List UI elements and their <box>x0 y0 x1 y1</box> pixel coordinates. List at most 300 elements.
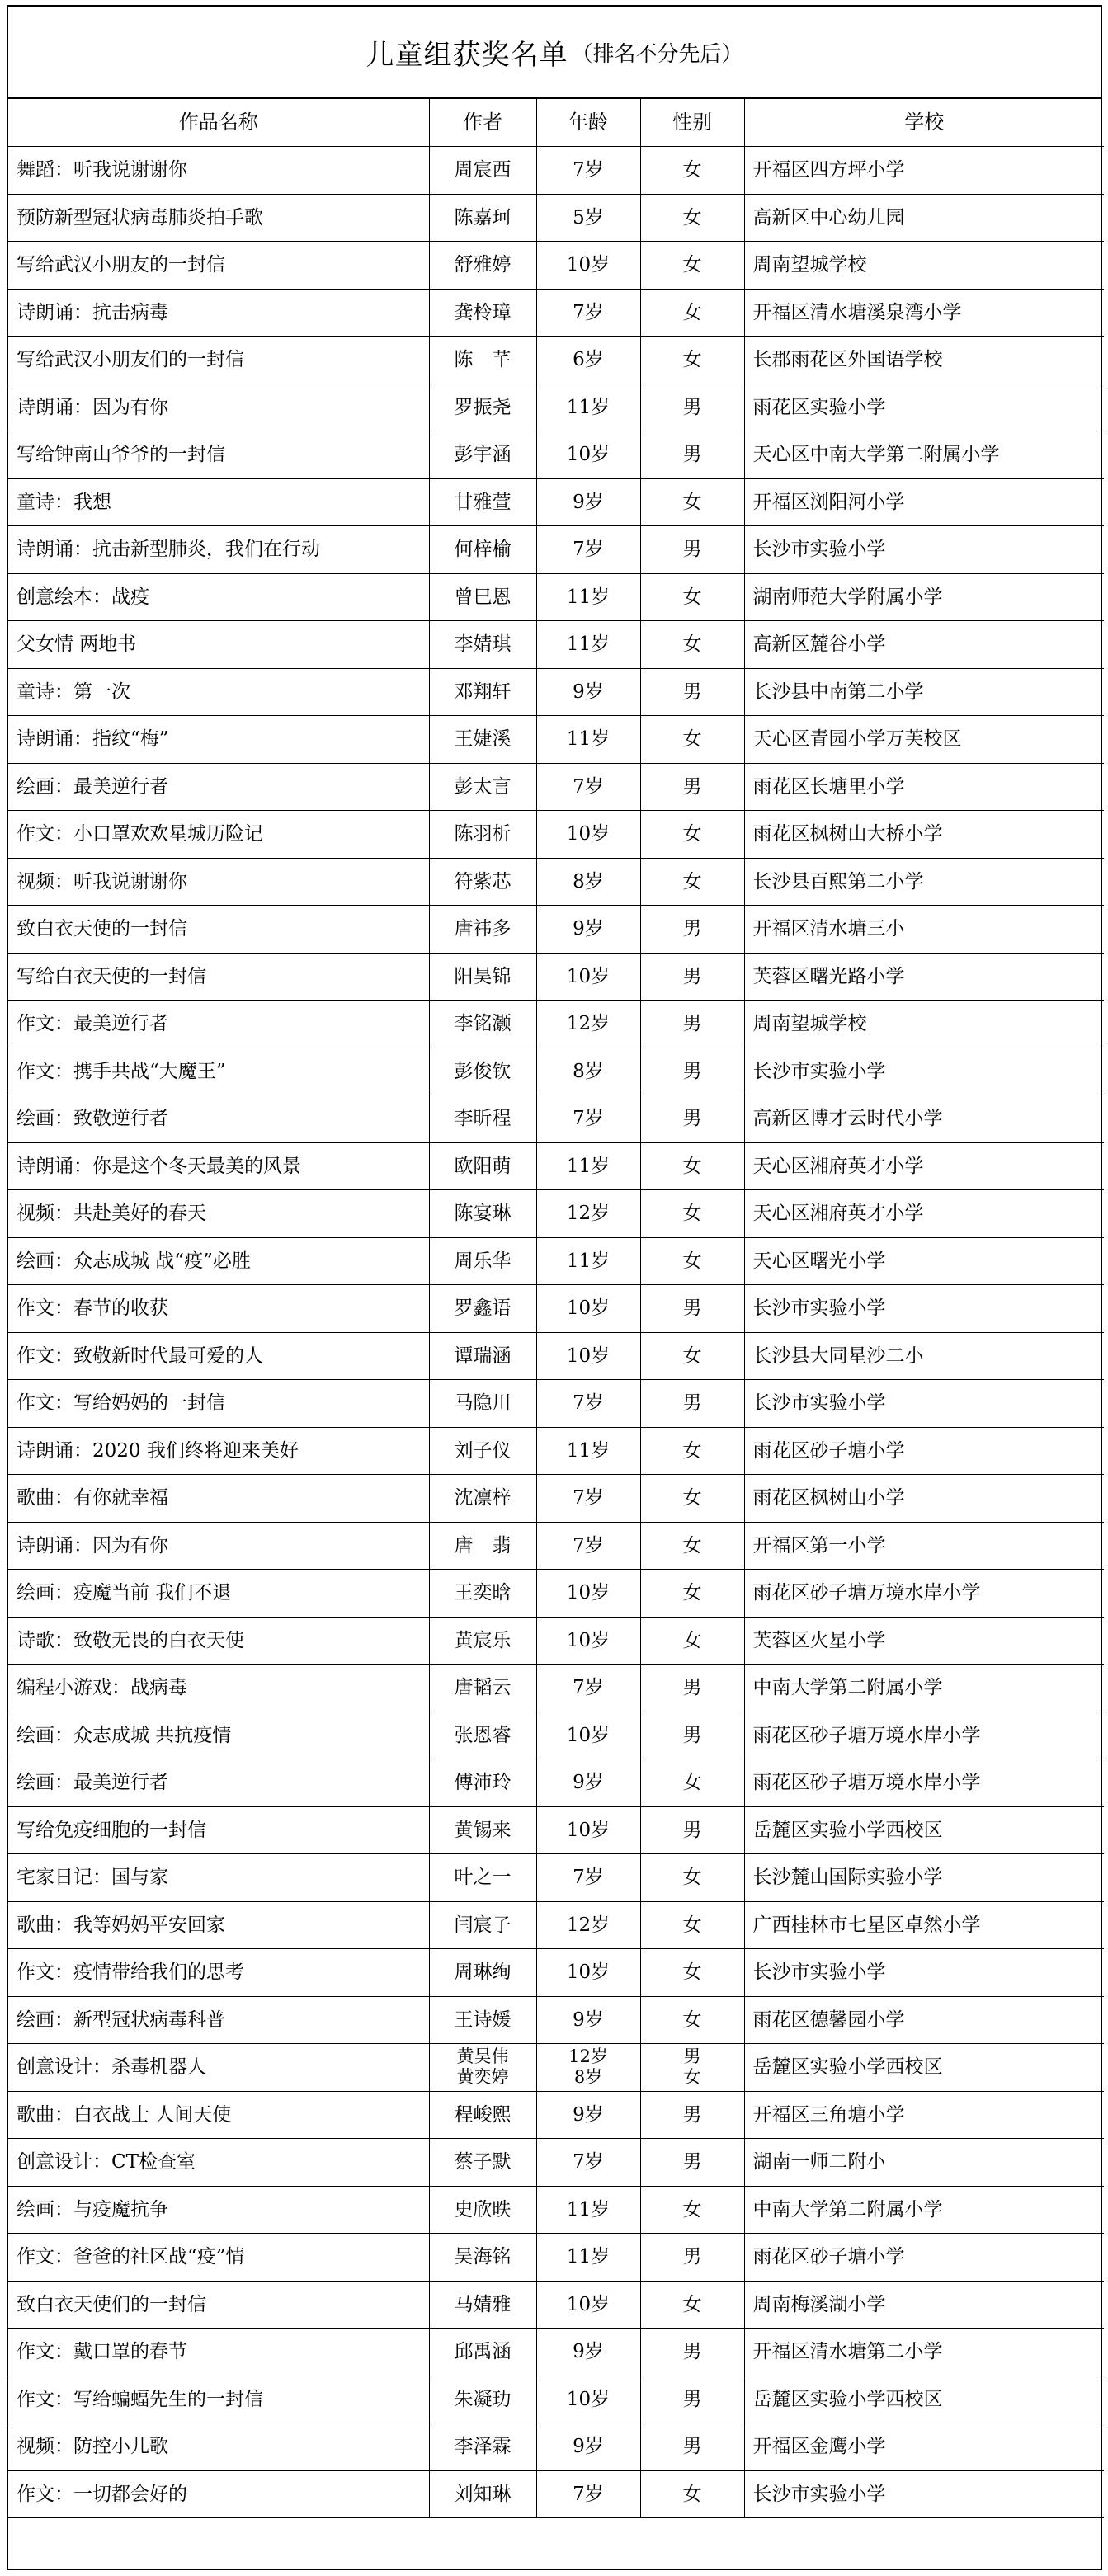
table-row <box>8 242 1104 290</box>
cell-gender: 男 <box>640 1712 744 1759</box>
cell-school: 高新区博才云时代小学 <box>744 1095 1104 1143</box>
cell-gender: 女 <box>640 1475 744 1523</box>
cell-author: 黄锡来 <box>429 1806 536 1854</box>
cell-author: 李婧琪 <box>429 621 536 669</box>
cell-age: 6岁 <box>536 337 640 384</box>
cell-work-name: 诗朗诵：2020 我们终将迎来美好 <box>8 1427 429 1475</box>
cell-work-name: 歌曲：白衣战士 人间天使 <box>8 2091 429 2139</box>
cell-author: 闫宸子 <box>429 1901 536 1949</box>
cell-school: 长沙县大同星沙二小 <box>744 1332 1104 1380</box>
cell-work-name: 作文：疫情带给我们的思考 <box>8 1949 429 1997</box>
cell-age: 8岁 <box>536 1048 640 1095</box>
table-row <box>8 1712 1104 1759</box>
cell-work-name: 诗朗诵：因为有你 <box>8 1522 429 1570</box>
cell-age: 10岁 <box>536 1806 640 1854</box>
cell-school: 长沙市实验小学 <box>744 526 1104 574</box>
title-note: （排名不分先后） <box>571 41 743 67</box>
cell-school: 雨花区德馨园小学 <box>744 1996 1104 2044</box>
cell-school: 岳麓区实验小学西校区 <box>744 2044 1104 2092</box>
cell-work-name: 作文：一切都会好的 <box>8 2470 429 2518</box>
cell-author: 傅沛玲 <box>429 1759 536 1807</box>
cell-author: 蔡子默 <box>429 2139 536 2187</box>
cell-author-line: 黄奕婷 <box>456 2067 509 2088</box>
cell-school: 周南望城学校 <box>744 242 1104 290</box>
cell-age: 10岁 <box>536 2376 640 2423</box>
cell-gender: 男 <box>640 2329 744 2376</box>
cell-author-line: 黄昊伟 <box>456 2046 509 2067</box>
cell-author: 王奕晗 <box>429 1570 536 1618</box>
table-row <box>8 1996 1104 2044</box>
cell-author: 何梓榆 <box>429 526 536 574</box>
header-author: 作者 <box>429 99 536 147</box>
cell-work-name: 绘画：疫魔当前 我们不退 <box>8 1570 429 1618</box>
cell-school: 雨花区砂子塘万境水岸小学 <box>744 1570 1104 1618</box>
cell-gender: 男 <box>640 1380 744 1428</box>
table-row <box>8 1759 1104 1807</box>
cell-work-name: 作文：戴口罩的春节 <box>8 2329 429 2376</box>
cell-work-name: 宅家日记：国与家 <box>8 1854 429 1902</box>
table-row <box>8 1901 1104 1949</box>
cell-gender: 女 <box>640 811 744 859</box>
cell-age: 7岁 <box>536 1475 640 1523</box>
cell-school: 长沙麓山国际实验小学 <box>744 1854 1104 1902</box>
cell-age: 11岁 <box>536 621 640 669</box>
cell-author: 李泽霖 <box>429 2423 536 2471</box>
table-row <box>8 1048 1104 1095</box>
cell-work-name: 父女情 两地书 <box>8 621 429 669</box>
cell-author: 王婕溪 <box>429 716 536 764</box>
cell-gender: 女 <box>640 194 744 242</box>
cell-school: 天心区曙光小学 <box>744 1237 1104 1285</box>
cell-age: 10岁 <box>536 1617 640 1665</box>
cell-age: 9岁 <box>536 668 640 716</box>
cell-gender: 女 <box>640 2186 744 2234</box>
table-row <box>8 478 1104 526</box>
cell-school: 周南梅溪湖小学 <box>744 2281 1104 2329</box>
cell-gender: 男 <box>640 2423 744 2471</box>
cell-author: 王诗媛 <box>429 1996 536 2044</box>
cell-school: 天心区青园小学万芙校区 <box>744 716 1104 764</box>
table-row <box>8 1001 1104 1048</box>
cell-school: 湖南师范大学附属小学 <box>744 573 1104 621</box>
cell-gender: 女 <box>640 1996 744 2044</box>
cell-author: 周琳绚 <box>429 1949 536 1997</box>
cell-school: 中南大学第二附属小学 <box>744 1665 1104 1712</box>
cell-school: 雨花区枫树山大桥小学 <box>744 811 1104 859</box>
cell-gender: 男 <box>640 1665 744 1712</box>
cell-age <box>536 2044 640 2092</box>
table-row <box>8 2139 1104 2187</box>
cell-gender: 女 <box>640 1759 744 1807</box>
cell-gender: 女 <box>640 289 744 337</box>
cell-school: 长沙市实验小学 <box>744 1285 1104 1333</box>
table-row <box>8 1570 1104 1618</box>
cell-work-name: 写给免疫细胞的一封信 <box>8 1806 429 1854</box>
cell-gender: 女 <box>640 716 744 764</box>
cell-school: 长沙市实验小学 <box>744 1380 1104 1428</box>
cell-author: 符紫芯 <box>429 858 536 906</box>
cell-author: 甘雅萱 <box>429 478 536 526</box>
table-row <box>8 2470 1104 2518</box>
cell-gender: 男 <box>640 526 744 574</box>
cell-gender: 男 <box>640 953 744 1001</box>
cell-author: 马婧雅 <box>429 2281 536 2329</box>
cell-work-name: 作文：写给妈妈的一封信 <box>8 1380 429 1428</box>
cell-gender: 男 <box>640 384 744 431</box>
cell-author: 舒雅婷 <box>429 242 536 290</box>
cell-age: 7岁 <box>536 1522 640 1570</box>
cell-work-name: 绘画：致敬逆行者 <box>8 1095 429 1143</box>
cell-school: 雨花区砂子塘小学 <box>744 1427 1104 1475</box>
cell-gender: 女 <box>640 1190 744 1238</box>
cell-gender: 女 <box>640 1617 744 1665</box>
cell-work-name: 作文：致敬新时代最可爱的人 <box>8 1332 429 1380</box>
cell-age: 7岁 <box>536 1665 640 1712</box>
cell-age: 9岁 <box>536 478 640 526</box>
cell-work-name: 编程小游戏：战病毒 <box>8 1665 429 1712</box>
cell-author: 罗振尧 <box>429 384 536 431</box>
cell-school: 高新区中心幼儿园 <box>744 194 1104 242</box>
cell-work-name: 创意设计：CT检查室 <box>8 2139 429 2187</box>
cell-age: 7岁 <box>536 1095 640 1143</box>
cell-age-line: 8岁 <box>573 2067 603 2088</box>
table-row <box>8 1665 1104 1712</box>
header-work-name: 作品名称 <box>8 99 429 147</box>
cell-author: 马隐川 <box>429 1380 536 1428</box>
cell-author: 谭瑞涵 <box>429 1332 536 1380</box>
header-school: 学校 <box>744 99 1104 147</box>
cell-gender: 女 <box>640 1332 744 1380</box>
cell-gender: 女 <box>640 1901 744 1949</box>
cell-work-name: 诗朗诵：指纹“梅” <box>8 716 429 764</box>
table-body <box>8 147 1104 2518</box>
cell-work-name: 写给钟南山爷爷的一封信 <box>8 431 429 479</box>
cell-work-name: 作文：写给蝙蝠先生的一封信 <box>8 2376 429 2423</box>
cell-age: 10岁 <box>536 953 640 1001</box>
cell-author: 刘子仪 <box>429 1427 536 1475</box>
cell-school: 高新区麓谷小学 <box>744 621 1104 669</box>
cell-work-name: 童诗：我想 <box>8 478 429 526</box>
cell-age: 11岁 <box>536 1427 640 1475</box>
cell-school: 广西桂林市七星区卓然小学 <box>744 1901 1104 1949</box>
cell-age: 11岁 <box>536 2186 640 2234</box>
cell-school: 长沙市实验小学 <box>744 2470 1104 2518</box>
cell-gender: 女 <box>640 573 744 621</box>
cell-author: 吴海铭 <box>429 2234 536 2282</box>
cell-author: 张恩睿 <box>429 1712 536 1759</box>
cell-age: 10岁 <box>536 1712 640 1759</box>
cell-author: 彭太言 <box>429 763 536 811</box>
table-row <box>8 2423 1104 2471</box>
cell-author: 唐祎多 <box>429 906 536 954</box>
cell-age: 9岁 <box>536 906 640 954</box>
cell-school: 开福区三角塘小学 <box>744 2091 1104 2139</box>
cell-age-line: 12岁 <box>568 2046 608 2067</box>
table-row <box>8 763 1104 811</box>
cell-gender: 男 <box>640 1048 744 1095</box>
cell-gender: 女 <box>640 1522 744 1570</box>
cell-school: 雨花区砂子塘小学 <box>744 2234 1104 2282</box>
cell-author: 程峻熙 <box>429 2091 536 2139</box>
cell-gender: 男 <box>640 1001 744 1048</box>
cell-author: 朱凝玏 <box>429 2376 536 2423</box>
cell-age: 7岁 <box>536 147 640 195</box>
cell-age: 12岁 <box>536 1901 640 1949</box>
table-row <box>8 337 1104 384</box>
cell-work-name: 写给武汉小朋友们的一封信 <box>8 337 429 384</box>
cell-gender: 男 <box>640 1285 744 1333</box>
table-row <box>8 2091 1104 2139</box>
cell-gender: 女 <box>640 2281 744 2329</box>
cell-gender: 男 <box>640 2091 744 2139</box>
table-row <box>8 2044 1104 2092</box>
cell-author: 刘知琳 <box>429 2470 536 2518</box>
cell-school: 开福区清水塘三小 <box>744 906 1104 954</box>
cell-age: 9岁 <box>536 2091 640 2139</box>
table-row <box>8 1237 1104 1285</box>
cell-author: 李昕程 <box>429 1095 536 1143</box>
cell-age: 10岁 <box>536 1332 640 1380</box>
header-row <box>8 99 1104 147</box>
table-row <box>8 2329 1104 2376</box>
table-row <box>8 1949 1104 1997</box>
cell-author: 周乐华 <box>429 1237 536 1285</box>
cell-author: 阳昊锦 <box>429 953 536 1001</box>
cell-age: 9岁 <box>536 2423 640 2471</box>
table-row <box>8 526 1104 574</box>
cell-author: 唐 翡 <box>429 1522 536 1570</box>
cell-work-name: 致白衣天使们的一封信 <box>8 2281 429 2329</box>
cell-work-name: 作文：小口罩欢欢星城历险记 <box>8 811 429 859</box>
cell-author: 周宸西 <box>429 147 536 195</box>
cell-author: 唐韬云 <box>429 1665 536 1712</box>
header-gender: 性别 <box>640 99 744 147</box>
cell-age: 10岁 <box>536 242 640 290</box>
cell-work-name: 歌曲：我等妈妈平安回家 <box>8 1901 429 1949</box>
cell-author: 彭宇涵 <box>429 431 536 479</box>
cell-school: 芙蓉区火星小学 <box>744 1617 1104 1665</box>
cell-age: 11岁 <box>536 573 640 621</box>
cell-school: 雨花区砂子塘万境水岸小学 <box>744 1712 1104 1759</box>
cell-work-name: 诗朗诵：你是这个冬天最美的风景 <box>8 1142 429 1190</box>
cell-work-name: 创意设计：杀毒机器人 <box>8 2044 429 2092</box>
cell-work-name: 创意绘本：战疫 <box>8 573 429 621</box>
cell-school: 雨花区实验小学 <box>744 384 1104 431</box>
cell-age: 10岁 <box>536 811 640 859</box>
table-row <box>8 716 1104 764</box>
cell-author: 陈宴琳 <box>429 1190 536 1238</box>
cell-school: 长沙县中南第二小学 <box>744 668 1104 716</box>
cell-age: 10岁 <box>536 1285 640 1333</box>
cell-work-name: 视频：共赴美好的春天 <box>8 1190 429 1238</box>
cell-age: 9岁 <box>536 1759 640 1807</box>
cell-age: 5岁 <box>536 194 640 242</box>
cell-gender: 男 <box>640 668 744 716</box>
table-row <box>8 2186 1104 2234</box>
cell-work-name: 诗朗诵：因为有你 <box>8 384 429 431</box>
cell-school: 雨花区长塘里小学 <box>744 763 1104 811</box>
table-row <box>8 1095 1104 1143</box>
cell-work-name: 绘画：众志成城 战“疫”必胜 <box>8 1237 429 1285</box>
cell-author: 邱禹涵 <box>429 2329 536 2376</box>
header-age: 年龄 <box>536 99 640 147</box>
cell-age: 11岁 <box>536 2234 640 2282</box>
table-row <box>8 1806 1104 1854</box>
cell-gender: 女 <box>640 337 744 384</box>
cell-gender-line: 男 <box>683 2046 701 2067</box>
cell-school: 开福区第一小学 <box>744 1522 1104 1570</box>
cell-author: 邓翔轩 <box>429 668 536 716</box>
cell-school: 雨花区枫树山小学 <box>744 1475 1104 1523</box>
table-row <box>8 1522 1104 1570</box>
cell-age: 9岁 <box>536 2329 640 2376</box>
cell-age: 7岁 <box>536 1854 640 1902</box>
cell-gender: 男 <box>640 431 744 479</box>
cell-age: 12岁 <box>536 1001 640 1048</box>
table-row <box>8 573 1104 621</box>
cell-author: 李铭灏 <box>429 1001 536 1048</box>
cell-work-name: 致白衣天使的一封信 <box>8 906 429 954</box>
cell-school: 中南大学第二附属小学 <box>744 2186 1104 2234</box>
cell-work-name: 作文：携手共战“大魔王” <box>8 1048 429 1095</box>
cell-gender: 男 <box>640 2234 744 2282</box>
cell-author: 欧阳萌 <box>429 1142 536 1190</box>
table-row <box>8 289 1104 337</box>
cell-author: 陈 芊 <box>429 337 536 384</box>
cell-age: 8岁 <box>536 858 640 906</box>
cell-work-name: 视频：防控小儿歌 <box>8 2423 429 2471</box>
cell-author: 叶之一 <box>429 1854 536 1902</box>
cell-school: 开福区清水塘第二小学 <box>744 2329 1104 2376</box>
cell-author: 陈嘉珂 <box>429 194 536 242</box>
cell-age: 12岁 <box>536 1190 640 1238</box>
page-title: 儿童组获奖名单 <box>365 38 568 72</box>
cell-age: 7岁 <box>536 763 640 811</box>
cell-gender: 男 <box>640 1095 744 1143</box>
cell-school: 长沙县百熙第二小学 <box>744 858 1104 906</box>
cell-school: 开福区金鹰小学 <box>744 2423 1104 2471</box>
cell-gender: 男 <box>640 2376 744 2423</box>
cell-work-name: 绘画：众志成城 共抗疫情 <box>8 1712 429 1759</box>
cell-school: 岳麓区实验小学西校区 <box>744 2376 1104 2423</box>
cell-work-name: 绘画：最美逆行者 <box>8 763 429 811</box>
cell-age: 10岁 <box>536 2281 640 2329</box>
table-row <box>8 906 1104 954</box>
cell-work-name: 写给白衣天使的一封信 <box>8 953 429 1001</box>
table-row <box>8 1332 1104 1380</box>
cell-age: 10岁 <box>536 1949 640 1997</box>
table-row <box>8 1142 1104 1190</box>
cell-work-name: 写给武汉小朋友的一封信 <box>8 242 429 290</box>
cell-work-name: 视频：听我说谢谢你 <box>8 858 429 906</box>
cell-age: 11岁 <box>536 716 640 764</box>
cell-age: 7岁 <box>536 2470 640 2518</box>
cell-school: 岳麓区实验小学西校区 <box>744 1806 1104 1854</box>
cell-work-name: 童诗：第一次 <box>8 668 429 716</box>
table-row <box>8 1854 1104 1902</box>
cell-author: 龚柃璋 <box>429 289 536 337</box>
cell-gender: 女 <box>640 1237 744 1285</box>
cell-gender: 女 <box>640 478 744 526</box>
cell-age: 7岁 <box>536 2139 640 2187</box>
cell-school: 开福区四方坪小学 <box>744 147 1104 195</box>
cell-gender: 男 <box>640 906 744 954</box>
cell-age: 10岁 <box>536 1570 640 1618</box>
table-row <box>8 1617 1104 1665</box>
cell-work-name: 绘画：新型冠状病毒科普 <box>8 1996 429 2044</box>
cell-author <box>429 2044 536 2092</box>
cell-age: 7岁 <box>536 1380 640 1428</box>
cell-school: 天心区中南大学第二附属小学 <box>744 431 1104 479</box>
table-row <box>8 1380 1104 1428</box>
table-row <box>8 147 1104 195</box>
cell-school: 天心区湘府英才小学 <box>744 1142 1104 1190</box>
table-row <box>8 621 1104 669</box>
cell-work-name: 绘画：最美逆行者 <box>8 1759 429 1807</box>
cell-school: 开福区清水塘溪泉湾小学 <box>744 289 1104 337</box>
table-row <box>8 2376 1104 2423</box>
cell-gender: 男 <box>640 763 744 811</box>
table-row <box>8 384 1104 431</box>
cell-author: 彭俊钦 <box>429 1048 536 1095</box>
award-table <box>8 99 1104 2518</box>
cell-gender: 女 <box>640 242 744 290</box>
title-band <box>8 7 1101 99</box>
cell-work-name: 歌曲：有你就幸福 <box>8 1475 429 1523</box>
cell-age: 7岁 <box>536 289 640 337</box>
table-row <box>8 1427 1104 1475</box>
table-row <box>8 1285 1104 1333</box>
cell-school: 天心区湘府英才小学 <box>744 1190 1104 1238</box>
cell-gender: 女 <box>640 1142 744 1190</box>
cell-gender: 女 <box>640 147 744 195</box>
cell-author: 黄宸乐 <box>429 1617 536 1665</box>
cell-gender: 女 <box>640 1427 744 1475</box>
cell-age: 11岁 <box>536 384 640 431</box>
cell-gender-line: 女 <box>683 2067 701 2088</box>
cell-school: 芙蓉区曙光路小学 <box>744 953 1104 1001</box>
cell-work-name: 作文：爸爸的社区战“疫”情 <box>8 2234 429 2282</box>
cell-author: 曾巳恩 <box>429 573 536 621</box>
table-row <box>8 953 1104 1001</box>
cell-age: 10岁 <box>536 431 640 479</box>
table-row <box>8 194 1104 242</box>
cell-school: 雨花区砂子塘万境水岸小学 <box>744 1759 1104 1807</box>
table-row <box>8 858 1104 906</box>
table-row <box>8 2281 1104 2329</box>
cell-gender: 女 <box>640 1854 744 1902</box>
cell-work-name: 作文：最美逆行者 <box>8 1001 429 1048</box>
cell-gender: 女 <box>640 2470 744 2518</box>
cell-school: 长郡雨花区外国语学校 <box>744 337 1104 384</box>
cell-gender: 男 <box>640 1806 744 1854</box>
cell-work-name: 诗朗诵：抗击新型肺炎，我们在行动 <box>8 526 429 574</box>
cell-age: 9岁 <box>536 1996 640 2044</box>
cell-gender: 女 <box>640 858 744 906</box>
table-row <box>8 1190 1104 1238</box>
cell-work-name: 绘画：与疫魔抗争 <box>8 2186 429 2234</box>
table-row <box>8 431 1104 479</box>
award-list-sheet <box>7 5 1102 2570</box>
cell-school: 开福区浏阳河小学 <box>744 478 1104 526</box>
cell-gender: 男 <box>640 2139 744 2187</box>
cell-gender: 女 <box>640 1949 744 1997</box>
table-row <box>8 668 1104 716</box>
cell-work-name: 诗朗诵：抗击病毒 <box>8 289 429 337</box>
cell-school: 长沙市实验小学 <box>744 1048 1104 1095</box>
cell-school: 湖南一师二附小 <box>744 2139 1104 2187</box>
cell-author: 罗鑫语 <box>429 1285 536 1333</box>
